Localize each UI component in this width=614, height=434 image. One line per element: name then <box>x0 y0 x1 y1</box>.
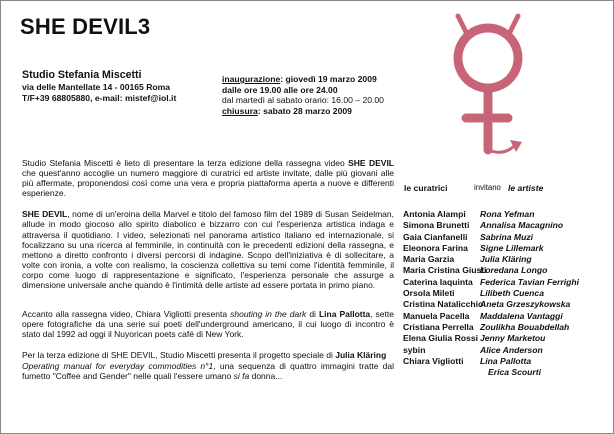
intro-paragraph-1: Studio Stefania Miscetti è lieto di presentare la terza edizione della rassegna video SHE DEVIL che quest'anno accoglie un numero maggiore di curatrici ed artiste invitate, dalle più giovani alle più affermate, proponendosi così come una vera e propria piattaforma aperta a nuove e differenti esperienze. <box>22 158 395 199</box>
curator-name: Maria Cristina Giusti <box>403 265 487 276</box>
page-title: SHE DEVIL3 <box>20 14 151 39</box>
list-item <box>403 232 608 243</box>
list-item <box>403 220 608 231</box>
venue-address: via delle Mantellate 14 - 00165 Roma <box>22 82 171 92</box>
intro-text <box>22 158 394 392</box>
curator-name: Cristiana Perrella <box>403 321 474 332</box>
artist-name: Lina Pallotta <box>480 355 532 366</box>
closing-label: chiusura <box>222 105 258 116</box>
inauguration-date: : giovedì 19 marzo 2009 <box>280 74 377 84</box>
artist-name: Alice Anderson <box>480 344 543 355</box>
opening-hours: dal martedì al sabato orario: 16.00 – 20.00 <box>222 95 384 106</box>
curator-name: Eleonora Farina <box>403 242 468 253</box>
curator-name: Maria Garzia <box>403 254 455 265</box>
artist-name: Zoulikha Bouabdellah <box>480 321 570 332</box>
closing-date: : sabato 28 marzo 2009 <box>257 105 352 116</box>
list-item <box>403 345 608 356</box>
inauguration-label: inaugurazione <box>222 74 281 84</box>
curator-name: Cristina Natalicchio <box>403 299 484 310</box>
list-item <box>403 322 608 333</box>
artist-name: Lilibeth Cuenca <box>480 288 544 299</box>
artist-name: Erica Scourti <box>488 367 542 378</box>
artist-name: Signe Lillemark <box>480 242 544 253</box>
dates-block <box>222 74 384 116</box>
list-item <box>403 367 608 378</box>
venue-name: Studio Stefania Miscetti <box>22 69 142 81</box>
inauguration-hours: dalle ore 19.00 alle ore 24.00 <box>222 84 338 95</box>
artist-name: Annalisa Macagnino <box>480 220 564 231</box>
artists-heading: le artiste <box>508 183 544 193</box>
venue-block <box>22 69 176 104</box>
list-item <box>403 209 608 220</box>
list-item <box>403 299 608 310</box>
venue-contact: T/F+39 68805880, e-mail: mistef@iol.it <box>22 93 177 104</box>
list-item <box>403 356 608 367</box>
list-item <box>403 288 608 299</box>
artist-name: Aneta Grzeszykowska <box>480 299 571 310</box>
artist-name: Sabrina Muzi <box>480 231 534 242</box>
venus-devil-icon <box>444 10 532 162</box>
artist-name: Loredana Longo <box>480 265 548 276</box>
curator-name: Simona Brunetti <box>403 220 470 231</box>
curator-name: Orsola Mileti <box>403 288 455 299</box>
closing-line <box>222 106 384 117</box>
curator-name: Chiara Vigliotti <box>403 355 464 366</box>
invite-label: invitano <box>474 183 501 192</box>
list-item <box>403 277 608 288</box>
intro-paragraph-4: Per la terza edizione di SHE DEVIL, Studio Miscetti presenta il progetto speciale di Julia Kläring Operating manual for everyday commodities n°1, una sequenza di quattro immagini tratte dal fumetto "Coffee and Gender" nelle quali l'essere umano si fa donna... <box>22 350 394 381</box>
list-item <box>403 265 608 276</box>
curator-name: Manuela Pacella <box>403 310 470 321</box>
curator-name: Antonia Alampi <box>403 209 466 219</box>
artist-name: Rona Yefman <box>480 209 535 219</box>
intro-paragraph-2: SHE DEVIL, nome di un'eroina della Marvel e titolo del famoso film del 1989 di Susan Seidelman, allude in modo giocoso allo spirito diabolico e bizzarro con cui l'esperienza artistica indaga e attraversa il quotidiano. I video, selezionati nel panorama artistico italiano ed internazionale, si focalizzano su una ricerca al femminile, in continuità con le precedenti edizioni della rassegna, e mettono a diretto confronto i diversi percorsi di indagine. Scopo dell'iniziativa è di sollecitare, a volte con ironia, a volte con realismo, la coscienza collettiva su temi come l'identità femminile, il corpo come luogo di rappresentazione e significato, l'esperienza personale che assurge a dimensione universale anche quando è l'intimità delle artiste ad essere portata in primo piano. <box>22 209 394 291</box>
curators-heading: le curatrici <box>404 183 448 193</box>
curator-artist-list <box>403 209 608 378</box>
list-item <box>403 333 608 344</box>
intro-paragraph-3: Accanto alla rassegna video, Chiara Vigliotti presenta shouting in the dark di Lina Pallotta, sette opere fotografiche da una serie sui poeti dell'underground americano, il cui luogo di incontro è stato dal 1992 ad oggi il Nuyorican poets café di New York. <box>22 309 394 340</box>
list-item <box>403 311 608 322</box>
curator-name: sybin <box>403 344 426 355</box>
curator-name: Caterina Iaquinta <box>403 276 473 287</box>
artist-name: Maddalena Vantaggi <box>480 310 563 321</box>
list-item <box>403 254 608 265</box>
inauguration-line <box>222 74 384 85</box>
artist-name: Julia Kläring <box>480 254 532 265</box>
curator-name: Gaia Cianfanelli <box>403 231 468 242</box>
curator-name: Elena Giulia Rossi <box>403 333 478 344</box>
artist-name: Jenny Marketou <box>480 333 546 344</box>
artist-name: Federica Tavian Ferrighi <box>480 276 580 287</box>
list-item <box>403 243 608 254</box>
